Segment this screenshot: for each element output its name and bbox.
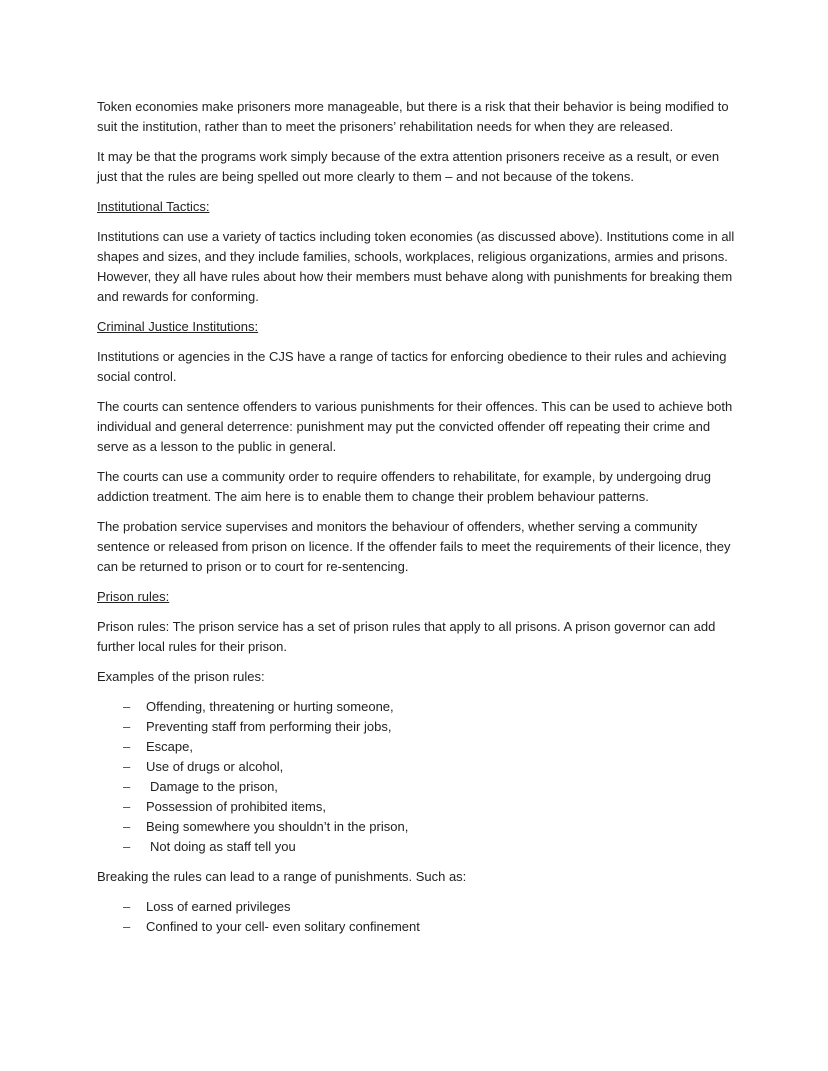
list-item bbox=[123, 817, 737, 837]
list-item bbox=[123, 777, 737, 797]
list-item-text: Confined to your cell- even solitary confinement bbox=[146, 919, 420, 934]
dash-bullet-icon: – bbox=[123, 839, 131, 854]
paragraph-institutional-tactics: Institutions can use a variety of tactics including token economies (as discussed above). Institutions come in all shapes and sizes, and they include families, schools, workplaces, religious organizations, armies and prisons. However, they all have rules about how their members must behave along with punishments for breaking them and rewards for conforming. bbox=[97, 229, 735, 304]
list-item-text: Not doing as staff tell you bbox=[150, 839, 296, 854]
dash-bullet-icon: – bbox=[123, 759, 131, 774]
dash-bullet-icon: – bbox=[123, 699, 131, 714]
paragraph-cjs-intro: Institutions or agencies in the CJS have a range of tactics for enforcing obedience to their rules and achieving social control. bbox=[97, 349, 727, 384]
document-page bbox=[97, 97, 737, 947]
list-item bbox=[123, 917, 737, 937]
list-item bbox=[123, 757, 737, 777]
paragraph-prison-rules: Prison rules: The prison service has a set of prison rules that apply to all prisons. A prison governor can add further local rules for their prison. bbox=[97, 619, 716, 654]
dash-bullet-icon: – bbox=[123, 779, 131, 794]
heading-prison-rules: Prison rules: bbox=[97, 589, 170, 604]
list-item-text: Use of drugs or alcohol, bbox=[146, 759, 284, 774]
paragraph-examples-intro: Examples of the prison rules: bbox=[97, 669, 265, 684]
dash-bullet-icon: – bbox=[123, 739, 131, 754]
list-item-text: Possession of prohibited items, bbox=[146, 799, 326, 814]
paragraph-probation: The probation service supervises and monitors the behaviour of offenders, whether serving a community sentence or released from prison on licence. If the offender fails to meet the requirements of their licence, they can be returned to prison or to court for re-sentencing. bbox=[97, 519, 731, 574]
dash-bullet-icon: – bbox=[123, 819, 131, 834]
heading-institutional-tactics: Institutional Tactics: bbox=[97, 199, 210, 214]
paragraph-attention: It may be that the programs work simply because of the extra attention prisoners receive as a result, or even just that the rules are being spelled out more clearly to them – and not because of the tokens. bbox=[97, 149, 720, 184]
list-item-text: Damage to the prison, bbox=[150, 779, 278, 794]
list-item-text: Offending, threatening or hurting someone, bbox=[146, 699, 394, 714]
dash-bullet-icon: – bbox=[123, 919, 131, 934]
list-item bbox=[123, 697, 737, 717]
list-item bbox=[123, 717, 737, 737]
dash-bullet-icon: – bbox=[123, 799, 131, 814]
prison-rule-examples-list bbox=[97, 697, 737, 857]
paragraph-token-risk: Token economies make prisoners more manageable, but there is a risk that their behavior is being modified to suit the institution, rather than to meet the prisoners’ rehabilitation needs for when they are released. bbox=[97, 99, 729, 134]
punishments-list bbox=[97, 897, 737, 937]
list-item-text: Being somewhere you shouldn’t in the prison, bbox=[146, 819, 409, 834]
list-item-text: Loss of earned privileges bbox=[146, 899, 291, 914]
paragraph-punishments-intro: Breaking the rules can lead to a range of punishments. Such as: bbox=[97, 869, 467, 884]
list-item bbox=[123, 897, 737, 917]
paragraph-community-order: The courts can use a community order to require offenders to rehabilitate, for example, by undergoing drug addiction treatment. The aim here is to enable them to change their problem behaviour patterns. bbox=[97, 469, 711, 504]
list-item-text: Escape, bbox=[146, 739, 193, 754]
paragraph-courts-sentence: The courts can sentence offenders to various punishments for their offences. This can be used to achieve both individual and general deterrence: punishment may put the convicted offender off repeating their crime and serve as a lesson to the public in general. bbox=[97, 399, 733, 454]
dash-bullet-icon: – bbox=[123, 899, 131, 914]
heading-criminal-justice-institutions: Criminal Justice Institutions: bbox=[97, 319, 259, 334]
list-item-text: Preventing staff from performing their jobs, bbox=[146, 719, 392, 734]
dash-bullet-icon: – bbox=[123, 719, 131, 734]
list-item bbox=[123, 737, 737, 757]
list-item bbox=[123, 837, 737, 857]
list-item bbox=[123, 797, 737, 817]
